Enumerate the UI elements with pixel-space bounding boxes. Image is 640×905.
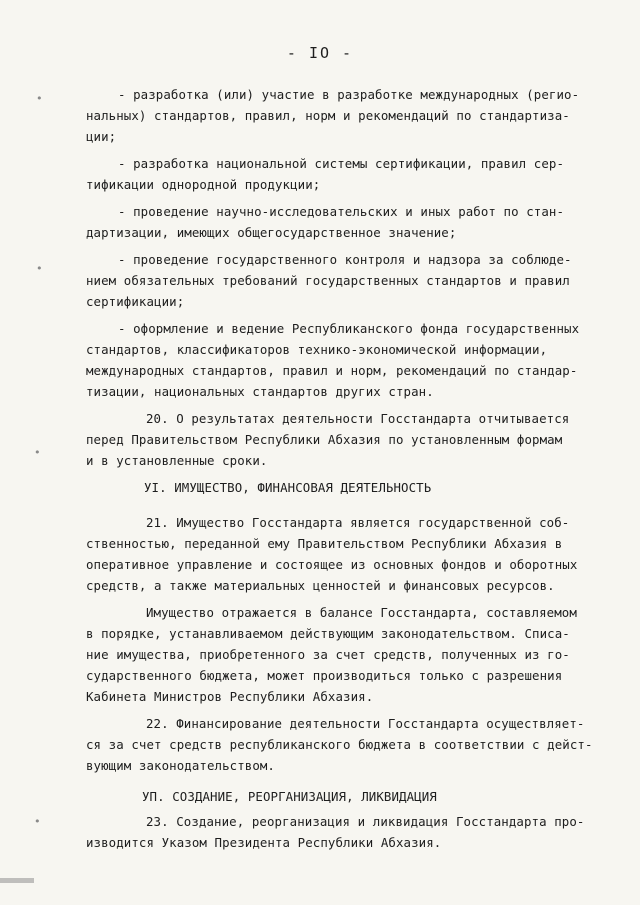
margin-mark: • xyxy=(36,262,43,275)
text-line: - разработка национальной системы сертификации, правил сер- xyxy=(118,156,565,171)
text-line: дартизации, имеющих общегосударственное значение; xyxy=(86,225,457,240)
margin-mark: • xyxy=(34,446,41,459)
text-line: 20. О результатах деятельности Госстандарта отчитывается xyxy=(146,411,570,426)
text-line: ственностью, переданной ему Правительством Республики Абхазия в xyxy=(86,536,563,551)
text-line: 23. Создание, реорганизация и ликвидация Госстандарта про- xyxy=(146,814,585,829)
list-item-international-standards xyxy=(86,84,598,147)
text-line: международных стандартов, правил и норм, рекомендаций по стандар- xyxy=(86,363,578,378)
text-line: тизации, национальных стандартов других стран. xyxy=(86,384,434,399)
clause-21-property-balance xyxy=(86,602,598,707)
text-line: - проведение научно-исследовательских и иных работ по стан- xyxy=(118,204,565,219)
text-line: нальных) стандартов, правил, норм и рекомендаций по стандартиза- xyxy=(86,108,570,123)
text-line: вующим законодательством. xyxy=(86,758,275,773)
text-line: Имущество отражается в балансе Госстандарта, составляемом xyxy=(146,605,577,620)
list-item-certification-system xyxy=(86,153,598,195)
margin-mark: • xyxy=(36,92,43,105)
text-line: 21. Имущество Госстандарта является государственной соб- xyxy=(146,515,570,530)
text-line: перед Правительством Республики Абхазия по установленным формам xyxy=(86,432,563,447)
clause-21 xyxy=(86,512,598,596)
text-line: ние имущества, приобретенного за счет средств, полученных из го- xyxy=(86,647,570,662)
text-line: оперативное управление и состоящее из основных фондов и оборотных xyxy=(86,557,578,572)
text-line: в порядке, устанавливаемом действующим законодательством. Списа- xyxy=(86,626,570,641)
edge-mark xyxy=(0,878,34,883)
text-line: средств, а также материальных ценностей и финансовых ресурсов. xyxy=(86,578,555,593)
section-heading-property: УI. ИМУЩЕСТВО, ФИНАНСОВАЯ ДЕЯТЕЛЬНОСТЬ xyxy=(144,480,432,495)
text-line: Кабинета Министров Республики Абхазия. xyxy=(86,689,374,704)
text-line: стандартов, классификаторов технико-экономической информации, xyxy=(86,342,548,357)
document-body xyxy=(86,84,598,859)
section-heading-reorganization: УП. СОЗДАНИЕ, РЕОРГАНИЗАЦИЯ, ЛИКВИДАЦИЯ xyxy=(142,789,437,804)
text-line: 22. Финансирование деятельности Госстандарта осуществляет- xyxy=(146,716,585,731)
text-line: сертификации; xyxy=(86,294,185,309)
text-line: ции; xyxy=(86,129,117,144)
text-line: - разработка (или) участие в разработке международных (регио- xyxy=(118,87,580,102)
clause-22 xyxy=(86,713,598,776)
clause-20 xyxy=(86,408,598,471)
margin-mark: • xyxy=(34,815,41,828)
text-line: и в установленные сроки. xyxy=(86,453,268,468)
page-number: - IO - xyxy=(286,44,354,62)
text-line: нием обязательных требований государственных стандартов и правил xyxy=(86,273,570,288)
list-item-state-control xyxy=(86,249,598,312)
text-line: сударственного бюджета, может производиться только с разрешения xyxy=(86,668,563,683)
text-line: ся за счет средств республиканского бюджета в соответствии с дейст- xyxy=(86,737,593,752)
text-line: - проведение государственного контроля и надзора за соблюде- xyxy=(118,252,572,267)
list-item-standards-fund xyxy=(86,318,598,402)
text-line: - оформление и ведение Республиканского фонда государственных xyxy=(118,321,580,336)
text-line: тификации однородной продукции; xyxy=(86,177,321,192)
clause-23 xyxy=(86,811,598,853)
text-line: изводится Указом Президента Республики Абхазия. xyxy=(86,835,442,850)
list-item-research-works xyxy=(86,201,598,243)
